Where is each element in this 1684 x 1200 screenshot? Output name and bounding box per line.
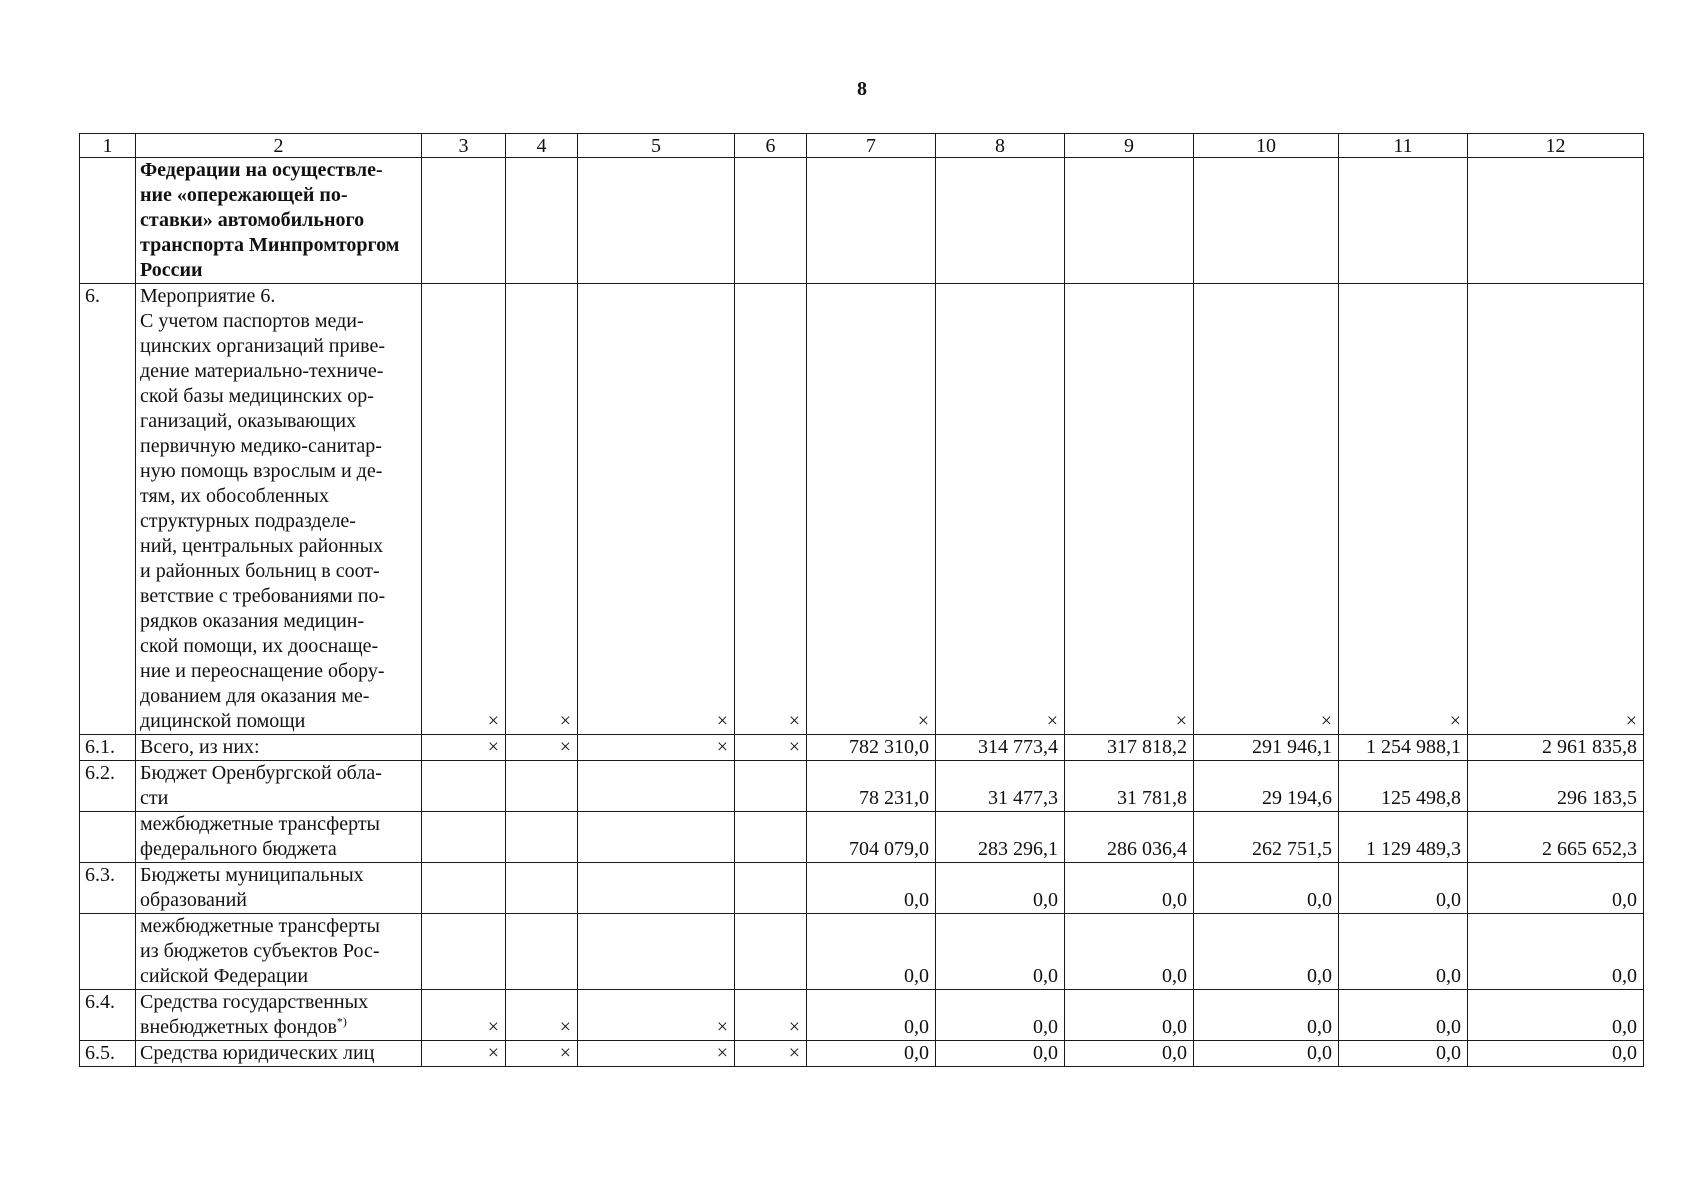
desc-line-text: внебюджетных фондов <box>140 1016 337 1038</box>
value-cell: 0,0 <box>1065 1041 1194 1067</box>
desc-line-text: ветствие с требованиями по- <box>140 585 386 607</box>
value-cell: 314 773,4 <box>936 735 1065 761</box>
row-description <box>136 735 422 761</box>
desc-line <box>140 534 417 559</box>
marker-cell <box>422 761 506 812</box>
table-row <box>80 863 1644 914</box>
desc-line-text: федерального бюджета <box>140 838 337 860</box>
desc-line <box>140 359 417 384</box>
desc-line-text: ний, центральных районных <box>140 535 384 557</box>
column-number: 12 <box>1468 134 1644 158</box>
desc-line-text: из бюджетов субъектов Рос- <box>140 940 380 962</box>
row-number: 6.5. <box>80 1041 136 1067</box>
value-cell: 291 946,1 <box>1194 735 1339 761</box>
empty-cell <box>807 158 936 284</box>
value-cell: 1 254 988,1 <box>1339 735 1468 761</box>
desc-line <box>140 786 417 811</box>
empty-cell <box>578 158 735 284</box>
table-row <box>80 812 1644 863</box>
marker-cell: × <box>735 990 807 1041</box>
budget-table <box>79 133 1644 1067</box>
desc-line-text: дованием для оказания ме- <box>140 685 370 707</box>
column-number: 8 <box>936 134 1065 158</box>
marker-cell <box>506 914 578 990</box>
desc-line <box>140 434 417 459</box>
value-cell: 0,0 <box>1468 1041 1644 1067</box>
table-row <box>80 914 1644 990</box>
value-cell: 0,0 <box>1065 863 1194 914</box>
marker-cell <box>422 812 506 863</box>
marker-cell: × <box>506 1041 578 1067</box>
desc-line <box>140 384 417 409</box>
marker-cell <box>735 761 807 812</box>
desc-line: транспорта Минпромторгом <box>140 234 400 256</box>
column-number: 7 <box>807 134 936 158</box>
value-cell: 0,0 <box>1339 1041 1468 1067</box>
column-number: 2 <box>136 134 422 158</box>
desc-line <box>140 609 417 634</box>
desc-line <box>140 484 417 509</box>
table-row <box>80 1041 1644 1067</box>
desc-line-text: Средства государственных <box>140 991 369 1013</box>
empty-cell <box>735 158 807 284</box>
marker-cell: × <box>578 284 735 735</box>
desc-line-text: межбюджетные трансферты <box>140 915 380 937</box>
column-number: 4 <box>506 134 578 158</box>
empty-cell <box>1194 158 1339 284</box>
value-cell: 262 751,5 <box>1194 812 1339 863</box>
value-cell: × <box>1065 284 1194 735</box>
value-cell: 0,0 <box>1194 1041 1339 1067</box>
value-cell: 286 036,4 <box>1065 812 1194 863</box>
marker-cell <box>506 761 578 812</box>
marker-cell: × <box>578 735 735 761</box>
marker-cell: × <box>506 990 578 1041</box>
marker-cell: × <box>422 990 506 1041</box>
value-cell: 0,0 <box>1065 914 1194 990</box>
marker-cell: × <box>422 735 506 761</box>
column-number: 1 <box>80 134 136 158</box>
row-description <box>136 284 422 735</box>
empty-cell <box>1065 158 1194 284</box>
marker-cell: × <box>735 735 807 761</box>
desc-line <box>140 964 417 989</box>
marker-cell <box>506 863 578 914</box>
marker-cell <box>735 914 807 990</box>
row-number: 6.2. <box>80 761 136 812</box>
marker-cell <box>422 914 506 990</box>
desc-line <box>140 284 417 309</box>
continuation-text <box>140 158 417 283</box>
desc-line <box>140 990 417 1015</box>
desc-line-text: сти <box>140 787 169 809</box>
marker-cell <box>735 863 807 914</box>
desc-line: России <box>140 259 203 281</box>
desc-line <box>140 1041 417 1066</box>
value-cell: 0,0 <box>936 990 1065 1041</box>
row-number: 6.4. <box>80 990 136 1041</box>
empty-cell <box>1339 158 1468 284</box>
row-description <box>136 812 422 863</box>
desc-line <box>140 559 417 584</box>
marker-cell: × <box>735 284 807 735</box>
desc-line <box>140 659 417 684</box>
table-row <box>80 761 1644 812</box>
value-cell: 296 183,5 <box>1468 761 1644 812</box>
desc-line <box>140 914 417 939</box>
desc-line-text: цинских организаций приве- <box>140 335 386 357</box>
value-cell: 0,0 <box>807 914 936 990</box>
desc-line <box>140 761 417 786</box>
row-description <box>136 158 422 284</box>
desc-line <box>140 684 417 709</box>
marker-cell <box>506 812 578 863</box>
desc-line: ставки» автомобильного <box>140 209 365 231</box>
desc-line: ние «опережающей по- <box>140 184 348 206</box>
value-cell: 31 477,3 <box>936 761 1065 812</box>
value-cell: × <box>807 284 936 735</box>
value-cell: 283 296,1 <box>936 812 1065 863</box>
column-number: 6 <box>735 134 807 158</box>
value-cell: 0,0 <box>1468 863 1644 914</box>
table-row <box>80 735 1644 761</box>
desc-line-text: сийской Федерации <box>140 965 309 987</box>
desc-line-text: рядков оказания медицин- <box>140 610 365 632</box>
table-row <box>80 284 1644 735</box>
desc-line <box>140 584 417 609</box>
marker-cell <box>578 863 735 914</box>
row-number: 6. <box>80 284 136 735</box>
desc-line <box>140 837 417 862</box>
desc-line <box>140 309 417 334</box>
marker-cell: × <box>735 1041 807 1067</box>
desc-line-text: ской помощи, их дооснаще- <box>140 635 379 657</box>
desc-line-text: Бюджеты муниципальных <box>140 864 364 886</box>
value-cell: × <box>1194 284 1339 735</box>
value-cell: 0,0 <box>807 863 936 914</box>
desc-line <box>140 634 417 659</box>
row-description <box>136 761 422 812</box>
value-cell: 0,0 <box>1194 863 1339 914</box>
desc-line <box>140 939 417 964</box>
empty-cell <box>936 158 1065 284</box>
value-cell: 31 781,8 <box>1065 761 1194 812</box>
column-number: 3 <box>422 134 506 158</box>
value-cell: 0,0 <box>807 1041 936 1067</box>
value-cell: 0,0 <box>807 990 936 1041</box>
marker-cell: × <box>506 284 578 735</box>
empty-cell <box>506 158 578 284</box>
table-row <box>80 990 1644 1041</box>
value-cell: 0,0 <box>936 1041 1065 1067</box>
desc-line-text: дицинской помощи <box>140 710 306 732</box>
desc-line-text: Средства юридических лиц <box>140 1042 375 1064</box>
desc-line <box>140 735 417 760</box>
continuation-row <box>80 158 1644 284</box>
desc-line <box>140 709 417 734</box>
row-description <box>136 990 422 1041</box>
desc-line-text: Всего, из них: <box>140 736 260 758</box>
column-number-row <box>80 134 1644 158</box>
desc-line: Федерации на осуществле- <box>140 159 383 181</box>
desc-line-text: тям, их обособленных <box>140 485 329 507</box>
desc-line-text: Бюджет Оренбургской обла- <box>140 762 382 784</box>
marker-cell: × <box>506 735 578 761</box>
desc-line <box>140 334 417 359</box>
desc-line <box>140 863 417 888</box>
footnote-mark: *) <box>336 1014 347 1029</box>
value-cell: 317 818,2 <box>1065 735 1194 761</box>
desc-line <box>140 459 417 484</box>
desc-line <box>140 409 417 434</box>
row-description <box>136 914 422 990</box>
value-cell: 0,0 <box>1339 914 1468 990</box>
desc-line <box>140 888 417 913</box>
value-cell: 0,0 <box>936 863 1065 914</box>
desc-line-text: ганизаций, оказывающих <box>140 410 357 432</box>
value-cell: 0,0 <box>936 914 1065 990</box>
row-number <box>80 158 136 284</box>
desc-line-text: ние и переоснащение обору- <box>140 660 385 682</box>
value-cell: 0,0 <box>1194 914 1339 990</box>
marker-cell <box>422 863 506 914</box>
marker-cell <box>578 812 735 863</box>
table-body <box>80 134 1644 1067</box>
marker-cell: × <box>578 1041 735 1067</box>
marker-cell <box>578 761 735 812</box>
desc-line <box>140 1015 417 1040</box>
row-description <box>136 1041 422 1067</box>
marker-cell <box>735 812 807 863</box>
value-cell: 78 231,0 <box>807 761 936 812</box>
empty-cell <box>422 158 506 284</box>
desc-line-text: и районных больниц в соот- <box>140 560 380 582</box>
desc-line <box>140 812 417 837</box>
value-cell: 0,0 <box>1339 990 1468 1041</box>
marker-cell <box>578 914 735 990</box>
value-cell: 2 665 652,3 <box>1468 812 1644 863</box>
value-cell: 782 310,0 <box>807 735 936 761</box>
row-number <box>80 812 136 863</box>
column-number: 10 <box>1194 134 1339 158</box>
marker-cell: × <box>578 990 735 1041</box>
value-cell: × <box>936 284 1065 735</box>
row-number: 6.3. <box>80 863 136 914</box>
desc-line <box>140 509 417 534</box>
value-cell: 0,0 <box>1065 990 1194 1041</box>
value-cell: 0,0 <box>1194 990 1339 1041</box>
column-number: 11 <box>1339 134 1468 158</box>
value-cell: 0,0 <box>1339 863 1468 914</box>
desc-line-text: Мероприятие 6. <box>140 285 276 307</box>
column-number: 5 <box>578 134 735 158</box>
value-cell: × <box>1468 284 1644 735</box>
value-cell: 29 194,6 <box>1194 761 1339 812</box>
page-number: 8 <box>857 78 867 100</box>
desc-line-text: образований <box>140 889 248 911</box>
empty-cell <box>1468 158 1644 284</box>
desc-line-text: первичную медико-санитар- <box>140 435 382 457</box>
desc-line-text: ную помощь взрослым и де- <box>140 460 383 482</box>
column-number: 9 <box>1065 134 1194 158</box>
row-number <box>80 914 136 990</box>
value-cell: 0,0 <box>1468 990 1644 1041</box>
marker-cell: × <box>422 284 506 735</box>
value-cell: 704 079,0 <box>807 812 936 863</box>
marker-cell: × <box>422 1041 506 1067</box>
value-cell: × <box>1339 284 1468 735</box>
value-cell: 125 498,8 <box>1339 761 1468 812</box>
desc-line-text: структурных подразделе- <box>140 510 356 532</box>
row-description <box>136 863 422 914</box>
desc-line-text: межбюджетные трансферты <box>140 813 380 835</box>
desc-line-text: ской базы медицинских ор- <box>140 385 374 407</box>
desc-line-text: С учетом паспортов меди- <box>140 310 364 332</box>
desc-line-text: дение материально-техниче- <box>140 360 384 382</box>
value-cell: 0,0 <box>1468 914 1644 990</box>
value-cell: 1 129 489,3 <box>1339 812 1468 863</box>
row-number: 6.1. <box>80 735 136 761</box>
value-cell: 2 961 835,8 <box>1468 735 1644 761</box>
